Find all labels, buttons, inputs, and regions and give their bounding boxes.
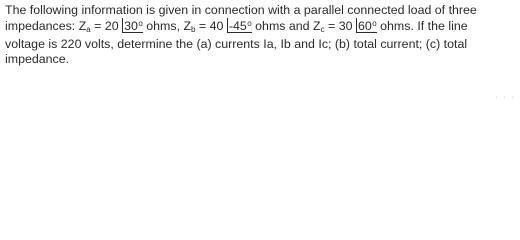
zc-degree-symbol: o xyxy=(372,19,377,28)
zb-subscript: b xyxy=(191,25,196,34)
za-unit: ohms, Z xyxy=(142,19,192,33)
line-2-suffix: ohms. If the line xyxy=(376,19,468,33)
problem-text xyxy=(5,3,517,67)
zb-angle xyxy=(227,18,252,33)
za-subscript: a xyxy=(86,25,91,34)
impedances-label: impedances: Z xyxy=(5,19,87,33)
za-angle xyxy=(122,18,143,33)
za-degree-symbol: o xyxy=(138,19,143,28)
zc-magnitude: = 30 xyxy=(324,19,356,33)
problem-line-2 xyxy=(5,18,517,37)
zc-angle-value: 60 xyxy=(357,19,372,33)
problem-line-1: The following information is given in connection with a parallel connected load of three xyxy=(5,3,477,17)
za-angle-value: 30 xyxy=(124,19,138,33)
margin-marks: · · · xyxy=(495,94,516,101)
problem-line-4: impedance. xyxy=(5,52,70,66)
zc-angle xyxy=(356,18,377,33)
zb-angle-value: -45 xyxy=(228,19,247,33)
zb-unit: ohms and Z xyxy=(251,19,321,33)
zb-magnitude: = 40 xyxy=(195,19,227,33)
za-magnitude: = 20 xyxy=(90,19,123,33)
zb-degree-symbol: o xyxy=(247,19,252,28)
problem-line-3: voltage is 220 volts, determine the (a) currents Ia, Ib and Ic; (b) total current; (c) total xyxy=(5,37,468,51)
zc-subscript: c xyxy=(320,25,325,34)
